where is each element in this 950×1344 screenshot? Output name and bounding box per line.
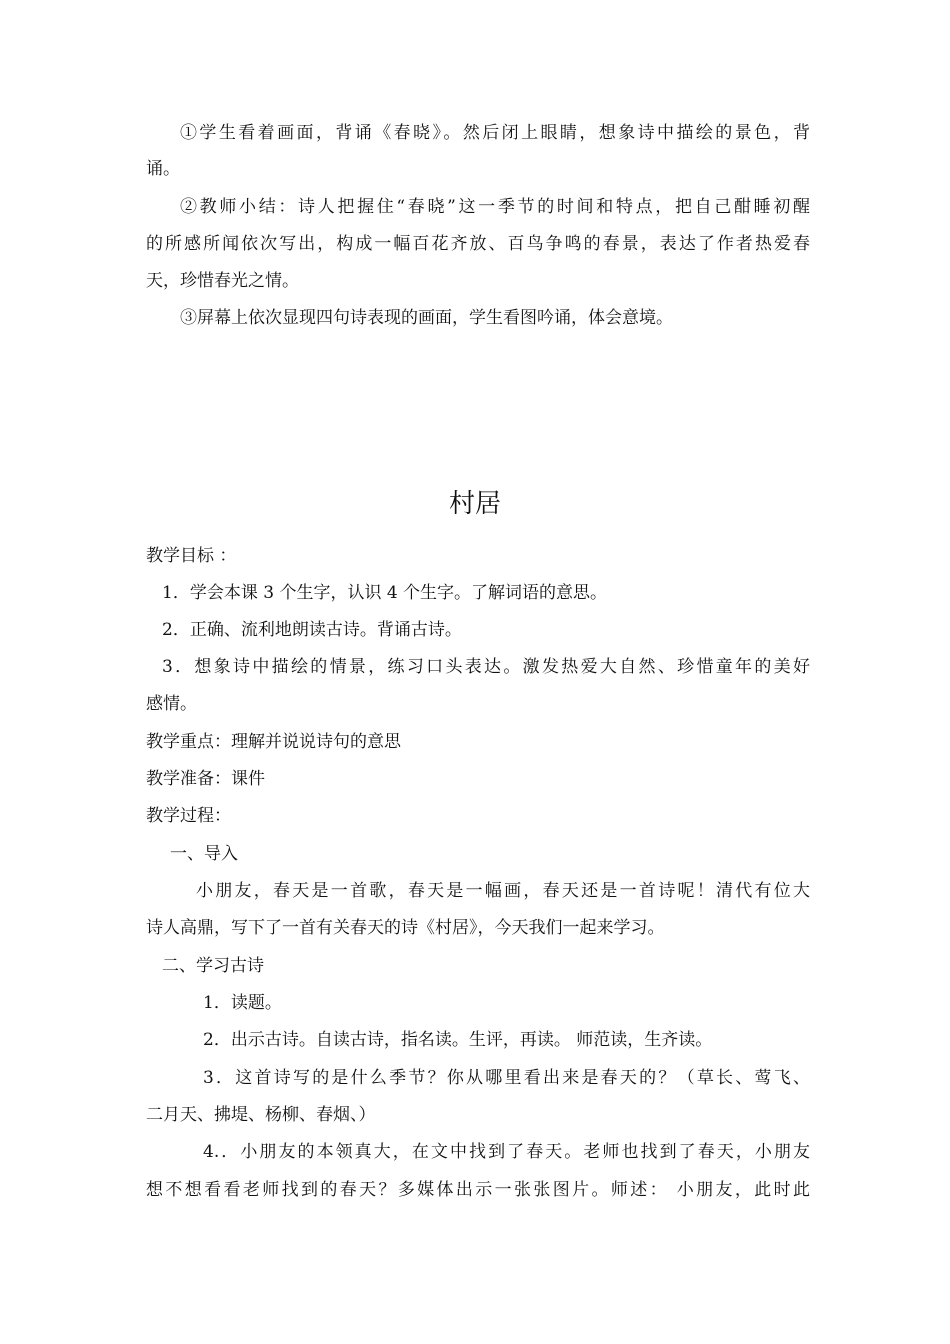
lesson-title: 村居 xyxy=(448,489,501,519)
goals-heading: 教学目标 ： xyxy=(146,546,237,566)
paragraph-2-line-2: 的所感所闻依次写出，构成一幅百花齐放、百鸟争鸣的春景，表达了作者热爱春 xyxy=(146,234,810,254)
section-2-heading: 二、学习古诗 xyxy=(162,956,264,976)
teaching-prep: 教学准备：课件 xyxy=(146,769,265,789)
goal-1: 1．学会本课 3 个生字，认识 4 个生字。了解词语的意思。 xyxy=(162,583,608,603)
section-1-heading: 一、导入 xyxy=(170,844,238,864)
paragraph-3-line-1: ③屏幕上依次显现四句诗表现的画面，学生看图吟诵，体会意境。 xyxy=(180,308,673,328)
paragraph-2-line-1: ②教师小结：诗人把握住“春晓”这一季节的时间和特点，把自己酣睡初醒 xyxy=(180,197,810,217)
paragraph-1-line-1: ①学生看着画面，背诵《春晓》。然后闭上眼睛，想象诗中描绘的景色，背 xyxy=(180,123,810,143)
teaching-process-heading: 教学过程： xyxy=(146,806,231,826)
goal-3-line-2: 感情。 xyxy=(146,694,197,714)
step-3-line-1: 3．这首诗写的是什么季节？你从哪里看出来是春天的？（草长、莺飞、 xyxy=(203,1068,810,1088)
goal-2: 2．正确、流利地朗读古诗。背诵古诗。 xyxy=(162,620,462,640)
goal-3-line-1: 3．想象诗中描绘的情景，练习口头表达。激发热爱大自然、珍惜童年的美好 xyxy=(162,657,810,677)
step-3-line-2: 二月天、拂堤、杨柳、春烟、） xyxy=(146,1105,376,1125)
step-4-line-2: 想不想看看老师找到的春天？多媒体出示一张张图片。师述： 小朋友，此时此 xyxy=(146,1180,810,1200)
intro-line-2: 诗人高鼎，写下了一首有关春天的诗《村居》，今天我们一起来学习。 xyxy=(146,918,665,938)
step-4-line-1: 4.．小朋友的本领真大，在文中找到了春天。老师也找到了春天，小朋友 xyxy=(203,1142,810,1162)
teaching-focus: 教学重点：理解并说说诗句的意思 xyxy=(146,732,401,752)
step-2: 2．出示古诗。自读古诗，指名读。生评，再读。 师范读，生齐读。 xyxy=(203,1030,713,1050)
paragraph-1-line-2: 诵。 xyxy=(146,159,180,179)
intro-line-1: 小朋友，春天是一首歌，春天是一幅画，春天还是一首诗呢！清代有位大 xyxy=(196,881,810,901)
paragraph-2-line-3: 天，珍惜春光之情。 xyxy=(146,271,299,291)
step-1: 1．读题。 xyxy=(203,993,282,1013)
